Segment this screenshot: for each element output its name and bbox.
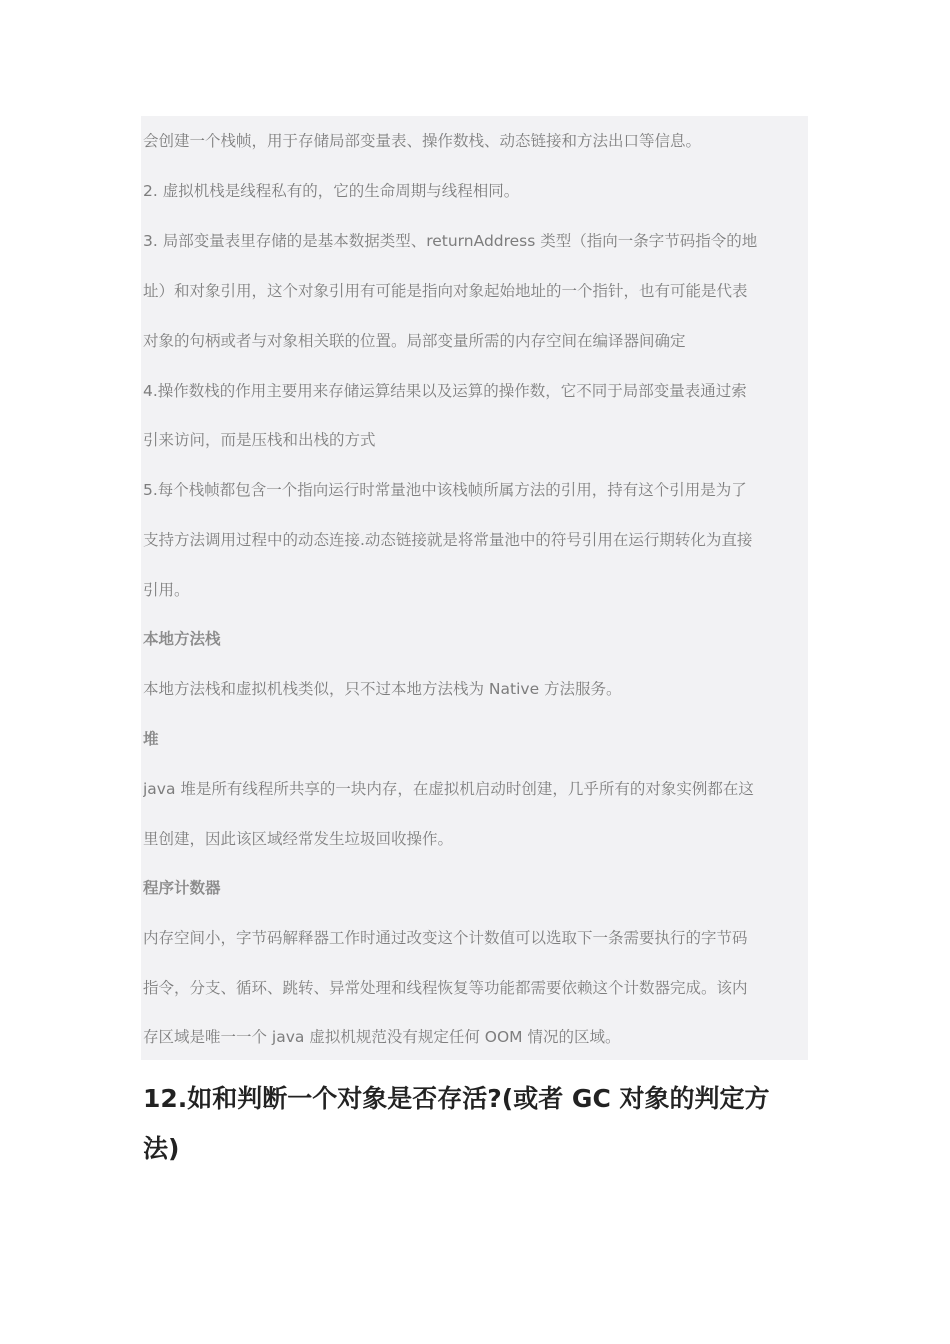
question-heading-line2: 法)	[143, 1134, 180, 1163]
paragraph-line: 对象的句柄或者与对象相关联的位置。局部变量所需的内存空间在编译器间确定	[143, 332, 686, 350]
paragraph-line: 4.操作数栈的作用主要用来存储运算结果以及运算的操作数，它不同于局部变量表通过索	[143, 382, 747, 400]
question-heading-line1: 12.如和判断一个对象是否存活?(或者 GC 对象的判定方	[143, 1084, 770, 1113]
section-title-native-stack: 本地方法栈	[143, 630, 221, 648]
section-title-program-counter: 程序计数器	[143, 879, 221, 897]
paragraph-line: 址）和对象引用，这个对象引用有可能是指向对象起始地址的一个指针，也有可能是代表	[143, 282, 748, 300]
paragraph-line: 指令，分支、循环、跳转、异常处理和线程恢复等功能都需要依赖这个计数器完成。该内	[143, 979, 748, 997]
paragraph-line: 里创建，因此该区域经常发生垃圾回收操作。	[143, 830, 454, 848]
paragraph-line: 引来访问，而是压栈和出栈的方式	[143, 431, 376, 449]
paragraph-line: 存区域是唯一一个 java 虚拟机规范没有规定任何 OOM 情况的区域。	[143, 1028, 621, 1046]
paragraph-line: 会创建一个栈帧，用于存储局部变量表、操作数栈、动态链接和方法出口等信息。	[143, 132, 702, 150]
paragraph-line: 引用。	[143, 581, 190, 599]
paragraph-line: 内存空间小，字节码解释器工作时通过改变这个计数值可以选取下一条需要执行的字节码	[143, 929, 748, 947]
paragraph-line: java 堆是所有线程所共享的一块内存，在虚拟机启动时创建，几乎所有的对象实例都在这	[143, 780, 754, 798]
paragraph-line: 5.每个栈帧都包含一个指向运行时常量池中该栈帧所属方法的引用，持有这个引用是为了	[143, 481, 747, 499]
paragraph-line: 支持方法调用过程中的动态连接.动态链接就是将常量池中的符号引用在运行期转化为直接	[143, 531, 753, 549]
paragraph-line: 本地方法栈和虚拟机栈类似，只不过本地方法栈为 Native 方法服务。	[143, 680, 622, 698]
paragraph-line: 3. 局部变量表里存储的是基本数据类型、returnAddress 类型（指向一条字节码指令的地	[143, 232, 758, 250]
paragraph-line: 2. 虚拟机栈是线程私有的，它的生命周期与线程相同。	[143, 182, 520, 200]
section-title-heap: 堆	[143, 730, 159, 748]
